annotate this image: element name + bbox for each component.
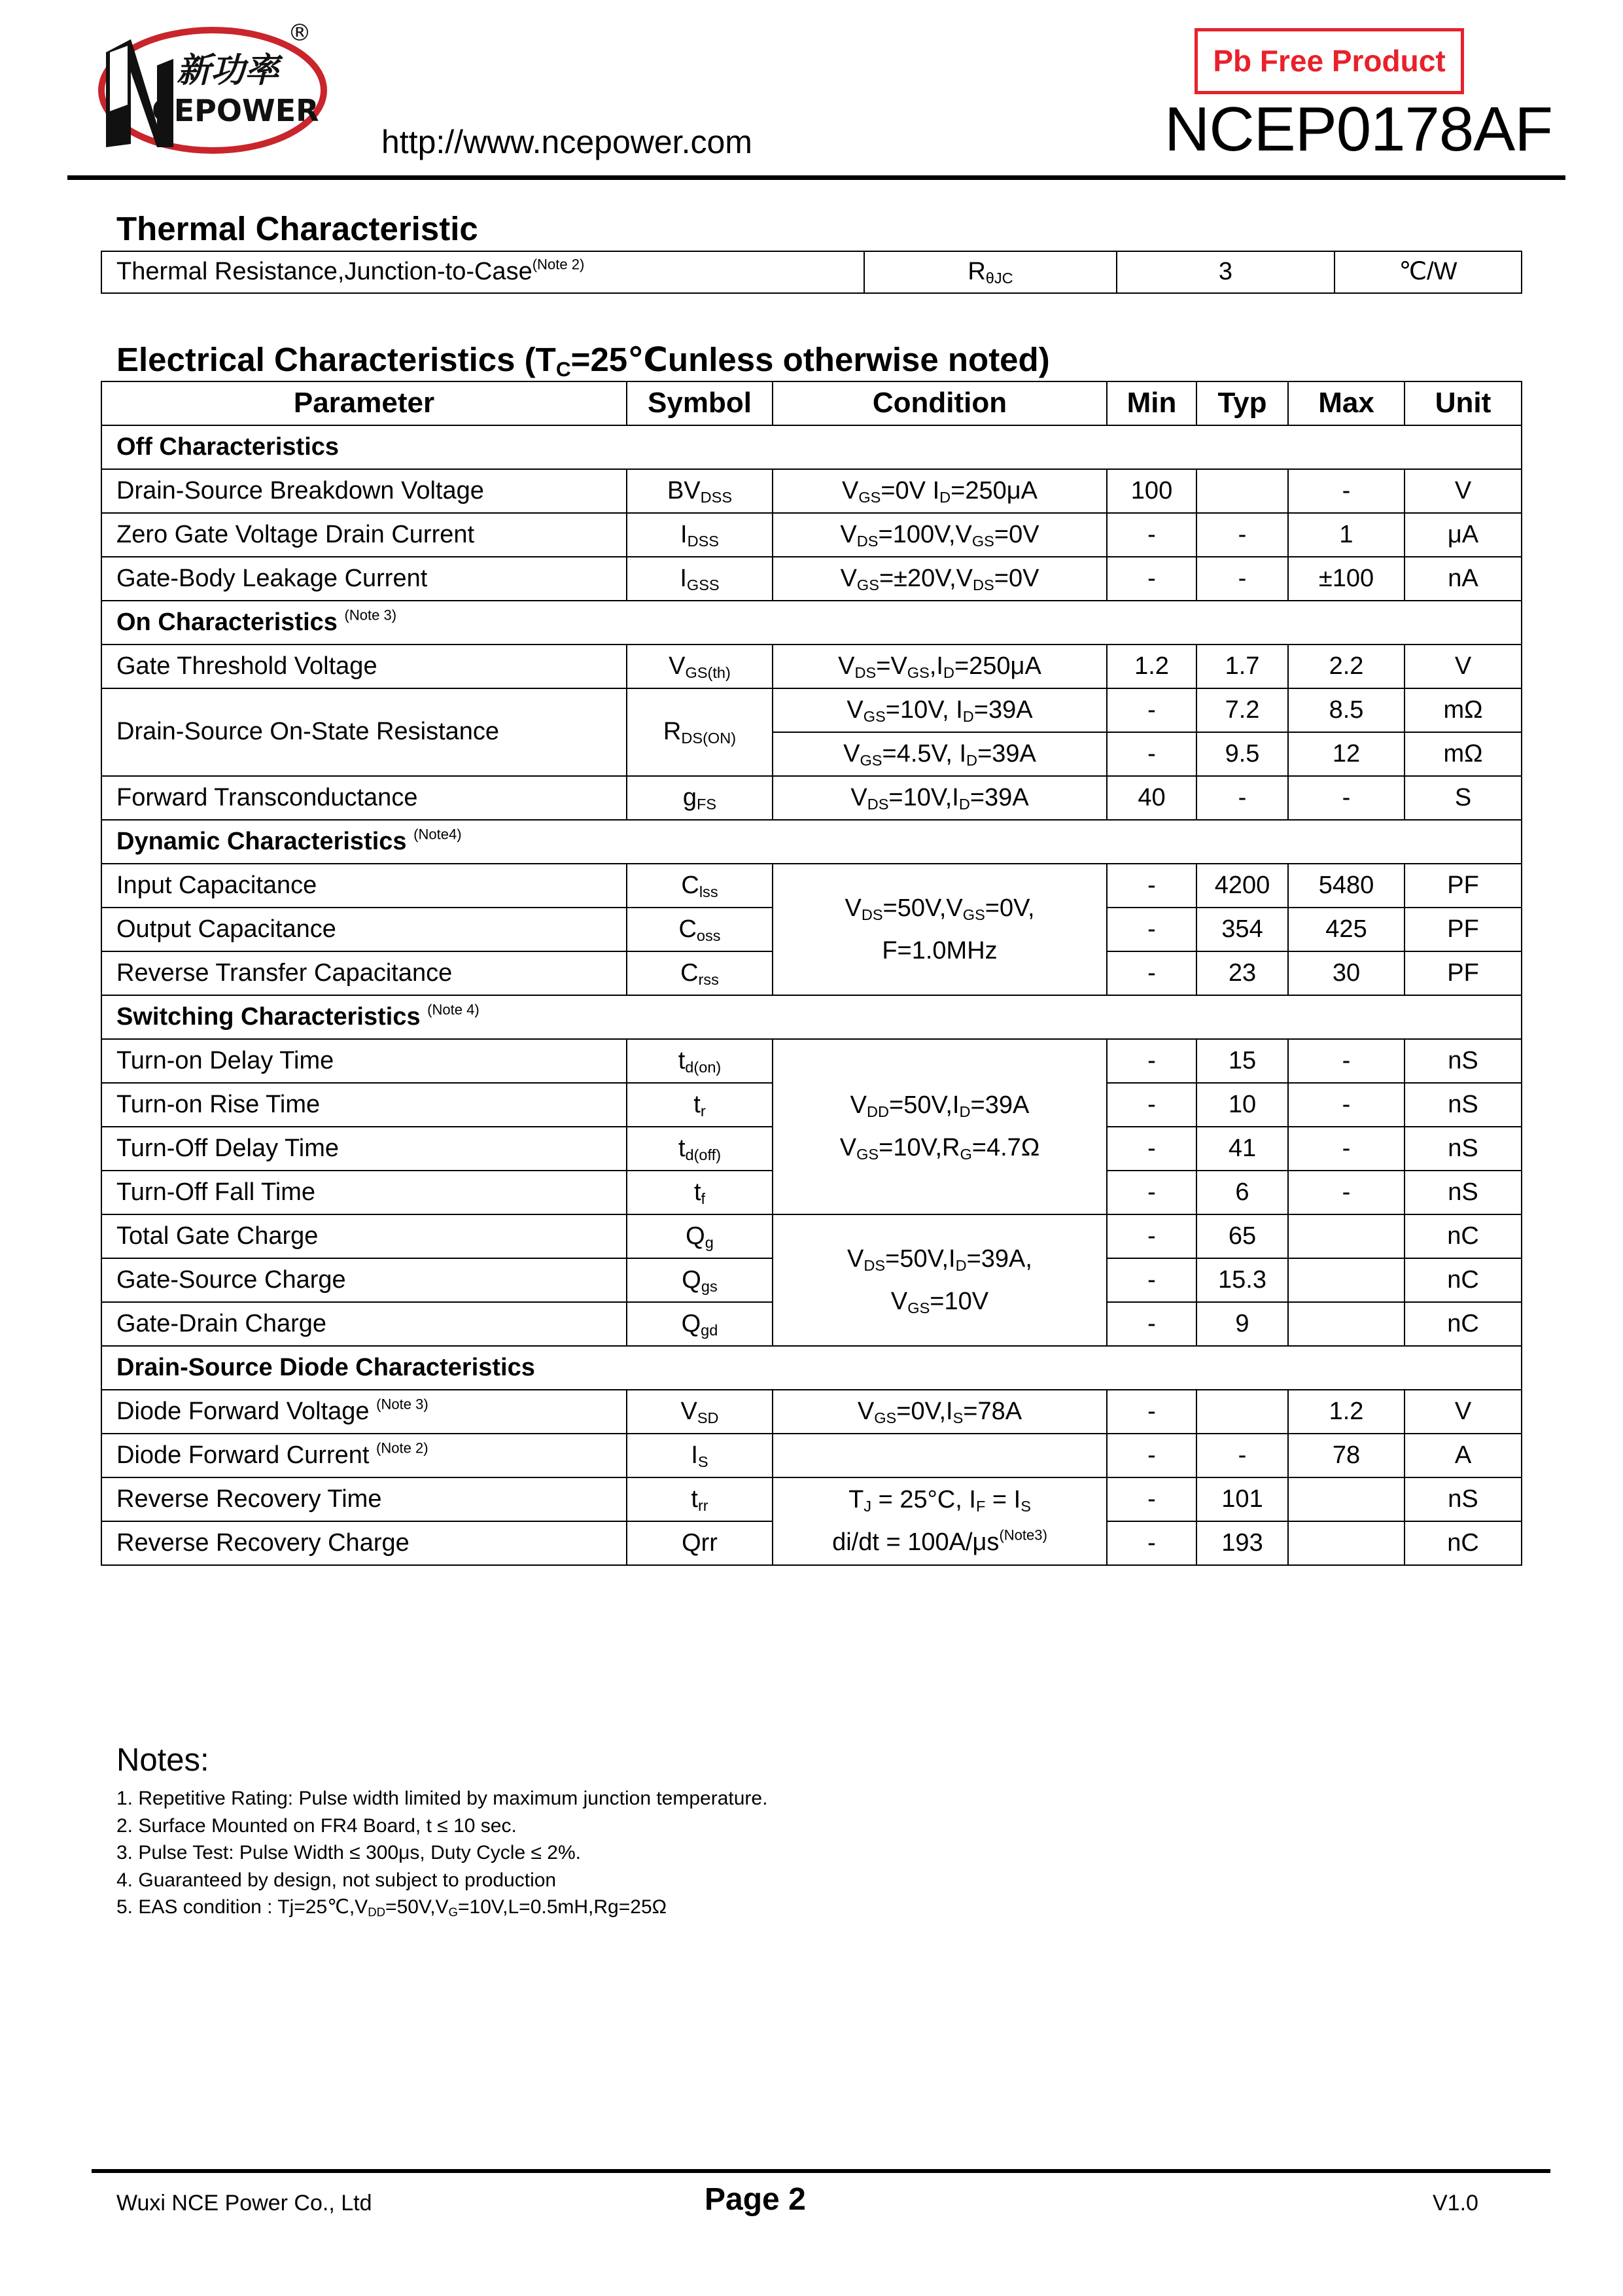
condition-cell: $V_{GS}=10V$, $I_D=39A$ <box>773 688 1107 732</box>
max-cell: - <box>1288 469 1405 513</box>
max-cell <box>1288 1214 1405 1258</box>
min-cell: - <box>1107 1258 1196 1302</box>
param-cell: Reverse Recovery Time <box>101 1477 627 1521</box>
thermal-table <box>101 251 1522 294</box>
unit-cell: nC <box>1405 1214 1522 1258</box>
typ-cell: 6 <box>1196 1171 1288 1214</box>
condition-cell: $T_J = 25^\circ C$, $I_F = I_S$ $di/dt = 100A/\mu s^{(Note3)}$ <box>773 1477 1107 1565</box>
min-cell: - <box>1107 1434 1196 1477</box>
min-cell: - <box>1107 1521 1196 1565</box>
unit-cell: nS <box>1405 1171 1522 1214</box>
param-cell: Gate-Drain Charge <box>101 1302 627 1346</box>
condition-cell: $V_{DS}=50V,V_{GS}=0V$, F=1.0MHz <box>773 864 1107 995</box>
pb-free-badge: Pb Free Product <box>1195 28 1464 94</box>
header-divider <box>67 175 1565 180</box>
unit-cell: V <box>1405 1390 1522 1434</box>
header-min: Min <box>1107 381 1196 425</box>
thermal-symbol: $R_{\theta JC}$ <box>864 251 1117 293</box>
symbol-cell: $C_{rss}$ <box>627 951 773 995</box>
max-cell: - <box>1288 1083 1405 1127</box>
symbol-cell: Qrr <box>627 1521 773 1565</box>
typ-cell: 354 <box>1196 908 1288 951</box>
logo-cn-text: 新功率 <box>177 51 279 90</box>
condition-cell: $V_{DS}=V_{GS},I_D=250\mu A$ <box>773 645 1107 688</box>
notes-list <box>116 1785 767 1921</box>
table-row <box>101 1214 1522 1258</box>
symbol-cell: $I_S$ <box>627 1434 773 1477</box>
table-header-row <box>101 381 1522 425</box>
param-cell: Gate Threshold Voltage <box>101 645 627 688</box>
table-row <box>101 1477 1522 1521</box>
max-cell: 1.2 <box>1288 1390 1405 1434</box>
max-cell: 425 <box>1288 908 1405 951</box>
symbol-cell: $BV_{DSS}$ <box>627 469 773 513</box>
max-cell: 1 <box>1288 513 1405 557</box>
unit-cell: nC <box>1405 1521 1522 1565</box>
condition-cell: $V_{GS}=0V$ $I_D=250\mu A$ <box>773 469 1107 513</box>
symbol-cell: $Q_{gd}$ <box>627 1302 773 1346</box>
max-cell <box>1288 1258 1405 1302</box>
thermal-title: Thermal Characteristic <box>116 210 478 247</box>
section-row <box>101 1346 1522 1390</box>
min-cell: - <box>1107 513 1196 557</box>
unit-cell: V <box>1405 645 1522 688</box>
unit-cell: PF <box>1405 864 1522 908</box>
table-row <box>101 251 1522 293</box>
min-cell: - <box>1107 688 1196 732</box>
section-on: On Characteristics $^{(Note 3)}$ <box>101 601 1522 645</box>
thermal-value: 3 <box>1117 251 1335 293</box>
min-cell: - <box>1107 1127 1196 1171</box>
note-item: 4. Guaranteed by design, not subject to production <box>116 1869 557 1891</box>
unit-cell: nS <box>1405 1477 1522 1521</box>
param-cell: Turn-Off Fall Time <box>101 1171 627 1214</box>
min-cell: - <box>1107 951 1196 995</box>
typ-cell: 193 <box>1196 1521 1288 1565</box>
symbol-cell: $I_{DSS}$ <box>627 513 773 557</box>
param-cell: Gate-Source Charge <box>101 1258 627 1302</box>
unit-cell: V <box>1405 469 1522 513</box>
unit-cell: mΩ <box>1405 688 1522 732</box>
symbol-cell: $t_r$ <box>627 1083 773 1127</box>
condition-cell: $V_{DS}=10V,I_D=39A$ <box>773 776 1107 820</box>
typ-cell: 65 <box>1196 1214 1288 1258</box>
max-cell: - <box>1288 1127 1405 1171</box>
symbol-cell: $t_{rr}$ <box>627 1477 773 1521</box>
logo-en-text: CEPOWER <box>152 93 319 128</box>
max-cell: 78 <box>1288 1434 1405 1477</box>
param-cell: Drain-Source On-State Resistance <box>101 688 627 776</box>
typ-cell: 41 <box>1196 1127 1288 1171</box>
param-cell: Gate-Body Leakage Current <box>101 557 627 601</box>
param-cell: Diode Forward Current $^{(Note 2)}$ <box>101 1434 627 1477</box>
typ-cell <box>1196 469 1288 513</box>
param-cell: Turn-on Delay Time <box>101 1039 627 1083</box>
typ-cell: - <box>1196 1434 1288 1477</box>
note-item: 1. Repetitive Rating: Pulse width limited by maximum junction temperature. <box>116 1788 768 1809</box>
param-cell: Total Gate Charge <box>101 1214 627 1258</box>
unit-cell: nC <box>1405 1258 1522 1302</box>
section-row <box>101 995 1522 1039</box>
table-row <box>101 513 1522 557</box>
min-cell: - <box>1107 1083 1196 1127</box>
note-item: 3. Pulse Test: Pulse Width ≤ 300μs, Duty Cycle ≤ 2%. <box>116 1842 581 1863</box>
typ-cell <box>1196 1390 1288 1434</box>
note-item: 2. Surface Mounted on FR4 Board, t ≤ 10 sec. <box>116 1814 517 1837</box>
symbol-cell: $R_{DS(ON)}$ <box>627 688 773 776</box>
min-cell: - <box>1107 1171 1196 1214</box>
min-cell: - <box>1107 908 1196 951</box>
condition-cell <box>773 1434 1107 1477</box>
unit-cell: nS <box>1405 1039 1522 1083</box>
table-row <box>101 1434 1522 1477</box>
section-switching: Switching Characteristics $^{(Note 4)}$ <box>101 995 1522 1039</box>
symbol-cell: $t_{d(off)}$ <box>627 1127 773 1171</box>
typ-cell: 7.2 <box>1196 688 1288 732</box>
symbol-cell: $t_{d(on)}$ <box>627 1039 773 1083</box>
typ-cell: 9 <box>1196 1302 1288 1346</box>
part-number: NCEP0178AF <box>1164 94 1552 164</box>
param-cell: Zero Gate Voltage Drain Current <box>101 513 627 557</box>
min-cell: - <box>1107 1477 1196 1521</box>
unit-cell: nC <box>1405 1302 1522 1346</box>
typ-cell: - <box>1196 557 1288 601</box>
section-off: Off Characteristics <box>101 425 1522 469</box>
max-cell: - <box>1288 776 1405 820</box>
max-cell <box>1288 1477 1405 1521</box>
thermal-unit: ℃/W <box>1335 251 1522 293</box>
unit-cell: A <box>1405 1434 1522 1477</box>
typ-cell: - <box>1196 513 1288 557</box>
param-cell: Drain-Source Breakdown Voltage <box>101 469 627 513</box>
symbol-cell: $Q_{gs}$ <box>627 1258 773 1302</box>
note-item: 5. EAS condition : $Tj=25℃,V_{DD}=50V,V_G=10V,L=0.5mH,Rg=25\Omega$ <box>116 1896 667 1919</box>
max-cell: 30 <box>1288 951 1405 995</box>
min-cell: - <box>1107 1214 1196 1258</box>
param-cell: Reverse Recovery Charge <box>101 1521 627 1565</box>
footer-divider <box>92 2169 1550 2173</box>
symbol-cell: $C_{oss}$ <box>627 908 773 951</box>
section-dynamic: Dynamic Characteristics $^{(Note4)}$ <box>101 820 1522 864</box>
min-cell: - <box>1107 1390 1196 1434</box>
condition-cell: $V_{DS}=50V,I_D=39A$, $V_{GS}=10V$ <box>773 1214 1107 1346</box>
condition-cell: $V_{GS}=\pm 20V,V_{DS}=0V$ <box>773 557 1107 601</box>
max-cell: - <box>1288 1171 1405 1214</box>
typ-cell: - <box>1196 776 1288 820</box>
param-cell: Diode Forward Voltage $^{(Note 3)}$ <box>101 1390 627 1434</box>
unit-cell: PF <box>1405 908 1522 951</box>
table-row <box>101 557 1522 601</box>
notes-title: Notes: <box>116 1742 209 1778</box>
unit-cell: PF <box>1405 951 1522 995</box>
symbol-cell: $t_f$ <box>627 1171 773 1214</box>
header-parameter: Parameter <box>101 381 627 425</box>
table-row <box>101 776 1522 820</box>
version-label: V1.0 <box>1433 2191 1478 2216</box>
symbol-cell: $Q_g$ <box>627 1214 773 1258</box>
min-cell: - <box>1107 1039 1196 1083</box>
typ-cell: 1.7 <box>1196 645 1288 688</box>
thermal-param: Thermal Resistance,Junction-to-Case$^{(Note 2)}$ <box>101 251 864 293</box>
typ-cell: 4200 <box>1196 864 1288 908</box>
electrical-title: Electrical Characteristics ($T_C=25℃unless$ otherwise noted) <box>116 341 1050 381</box>
table-row <box>101 688 1522 732</box>
param-cell: Input Capacitance <box>101 864 627 908</box>
unit-cell: S <box>1405 776 1522 820</box>
condition-cell: $V_{GS}=0V,I_S=78A$ <box>773 1390 1107 1434</box>
header-typ: Typ <box>1196 381 1288 425</box>
min-cell: - <box>1107 864 1196 908</box>
table-row <box>101 864 1522 908</box>
max-cell: 12 <box>1288 732 1405 776</box>
min-cell: - <box>1107 1302 1196 1346</box>
typ-cell: 101 <box>1196 1477 1288 1521</box>
symbol-cell: $C_{lss}$ <box>627 864 773 908</box>
website-url: http://www.ncepower.com <box>381 124 752 160</box>
min-cell: 100 <box>1107 469 1196 513</box>
param-cell: Turn-Off Delay Time <box>101 1127 627 1171</box>
unit-cell: nA <box>1405 557 1522 601</box>
table-row <box>101 645 1522 688</box>
min-cell: - <box>1107 557 1196 601</box>
max-cell: 2.2 <box>1288 645 1405 688</box>
table-row <box>101 1039 1522 1083</box>
max-cell: - <box>1288 1039 1405 1083</box>
header-condition: Condition <box>773 381 1107 425</box>
min-cell: 1.2 <box>1107 645 1196 688</box>
param-cell: Reverse Transfer Capacitance <box>101 951 627 995</box>
symbol-cell: $V_{GS(th)}$ <box>627 645 773 688</box>
header-symbol: Symbol <box>627 381 773 425</box>
company-name: Wuxi NCE Power Co., Ltd <box>116 2191 372 2216</box>
ncepower-logo <box>92 13 334 164</box>
unit-cell: mΩ <box>1405 732 1522 776</box>
unit-cell: nS <box>1405 1127 1522 1171</box>
section-diode: Drain-Source Diode Characteristics <box>101 1346 1522 1390</box>
param-cell: Forward Transconductance <box>101 776 627 820</box>
header-max: Max <box>1288 381 1405 425</box>
condition-cell: $V_{GS}=4.5V$, $I_D=39A$ <box>773 732 1107 776</box>
symbol-cell: $g_{FS}$ <box>627 776 773 820</box>
page-number: Page 2 <box>705 2182 806 2217</box>
param-cell: Output Capacitance <box>101 908 627 951</box>
unit-cell: nS <box>1405 1083 1522 1127</box>
max-cell <box>1288 1302 1405 1346</box>
condition-cell: $V_{DS}=100V,V_{GS}=0V$ <box>773 513 1107 557</box>
typ-cell: 15.3 <box>1196 1258 1288 1302</box>
condition-cell: $V_{DD}=50V,I_D=39A$ $V_{GS}=10V,R_G=4.7\Omega$ <box>773 1039 1107 1214</box>
electrical-table <box>101 381 1522 1566</box>
section-row <box>101 425 1522 469</box>
symbol-cell: $I_{GSS}$ <box>627 557 773 601</box>
max-cell: 8.5 <box>1288 688 1405 732</box>
typ-cell: 15 <box>1196 1039 1288 1083</box>
max-cell <box>1288 1521 1405 1565</box>
typ-cell: 9.5 <box>1196 732 1288 776</box>
typ-cell: 10 <box>1196 1083 1288 1127</box>
table-row <box>101 469 1522 513</box>
typ-cell: 23 <box>1196 951 1288 995</box>
unit-cell: μA <box>1405 513 1522 557</box>
param-cell: Turn-on Rise Time <box>101 1083 627 1127</box>
header-unit: Unit <box>1405 381 1522 425</box>
table-row <box>101 1390 1522 1434</box>
registered-mark: ® <box>288 20 311 46</box>
symbol-cell: $V_{SD}$ <box>627 1390 773 1434</box>
section-row <box>101 820 1522 864</box>
min-cell: 40 <box>1107 776 1196 820</box>
max-cell: 5480 <box>1288 864 1405 908</box>
min-cell: - <box>1107 732 1196 776</box>
max-cell: ±100 <box>1288 557 1405 601</box>
section-row <box>101 601 1522 645</box>
